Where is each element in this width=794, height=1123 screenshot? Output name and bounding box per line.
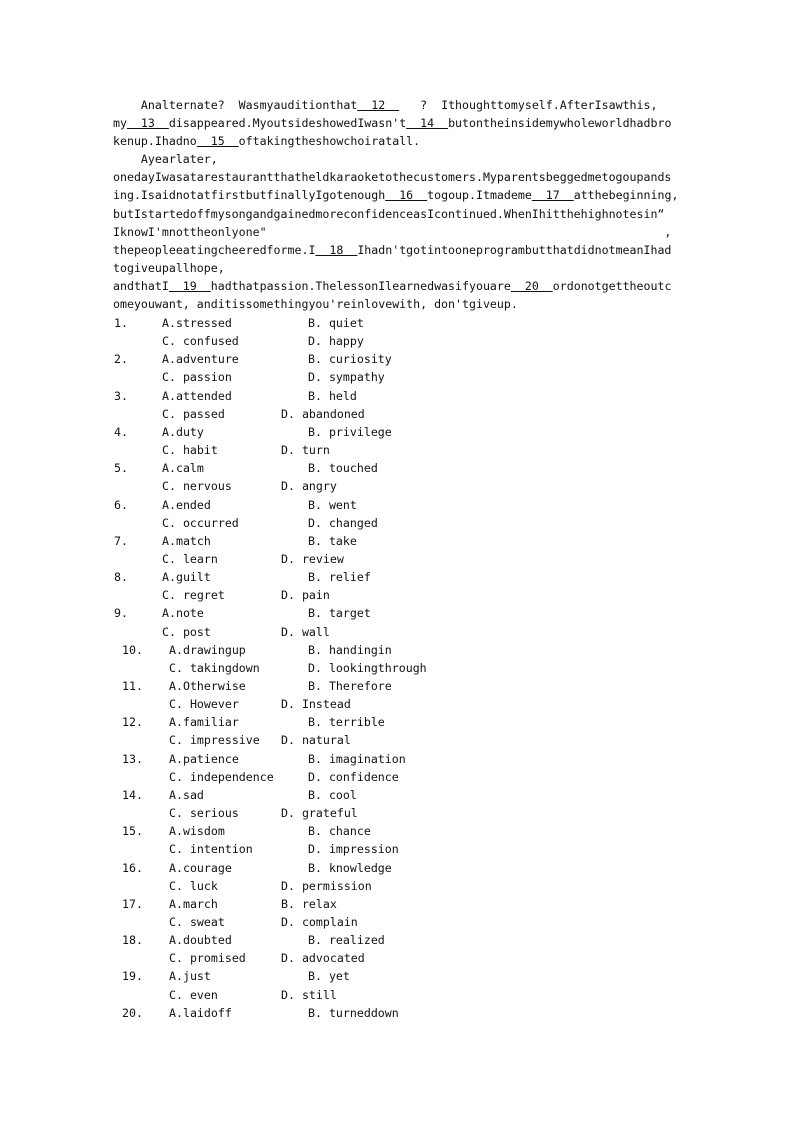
option-b: B. knowledge (308, 860, 392, 875)
option-c: C. serious (169, 806, 239, 821)
question-item (0, 604, 794, 640)
passage-line (113, 205, 678, 223)
option-d: D. happy (308, 334, 364, 349)
option-a: A.Otherwise (169, 679, 246, 693)
passage-text: butontheinsidemywholeworldhadbro (448, 116, 672, 131)
option-a: A.drawingup (169, 642, 246, 657)
option-b: B. privilege (308, 424, 392, 439)
question-number: 11. (122, 679, 143, 693)
option-a: A.laidoff (169, 1005, 232, 1020)
question-item (0, 459, 794, 495)
passage-text: omeyouwant, anditissomethingyou'reinlovewith, don'tgiveup. (113, 297, 518, 312)
option-b: B. yet (308, 969, 350, 984)
option-b: B. touched (308, 461, 378, 476)
passage-text: ? Ithoughttomyself.AfterIsawthis, (399, 98, 658, 112)
option-a: A.stressed (162, 316, 232, 330)
option-b: B. terrible (308, 715, 385, 730)
answer-blank: 18 (315, 242, 358, 257)
option-c: C. learn (162, 551, 218, 566)
option-a: A.familiar (169, 715, 239, 730)
option-a: A.ended (162, 497, 211, 512)
option-d: D. permission (281, 878, 372, 893)
option-d: D. grateful (281, 806, 358, 821)
answer-blank: 19 (168, 278, 211, 293)
option-a: A.duty (162, 424, 204, 439)
option-c: C. nervous (162, 479, 232, 494)
option-d: D. review (281, 551, 344, 566)
option-a: A.wisdom (169, 824, 225, 839)
question-item (0, 350, 794, 386)
passage-text: ing.IsaidnotatfirstbutfinallyIgotenough (113, 188, 386, 203)
passage-line (113, 223, 678, 241)
question-number: 13. (122, 751, 143, 766)
question-number: 9. (114, 606, 128, 621)
option-c: C. habit (162, 443, 218, 458)
option-b: B. Therefore (308, 679, 392, 693)
option-c: C. post (162, 624, 211, 639)
option-d: D. sympathy (308, 370, 385, 385)
option-d: D. confidence (308, 769, 399, 784)
option-d: D. pain (281, 588, 330, 603)
option-a: A.adventure (162, 352, 239, 367)
question-number: 6. (114, 497, 128, 512)
passage-line (113, 277, 678, 295)
question-number: 16. (122, 860, 143, 875)
question-item (0, 568, 794, 604)
option-b: B. relax (281, 896, 337, 911)
option-b: B. chance (308, 824, 371, 839)
question-number: 1. (114, 316, 128, 330)
answer-blank: 15 (196, 134, 239, 149)
passage-text: my (113, 116, 127, 131)
option-d: D. wall (281, 624, 330, 639)
option-d: D. impression (308, 842, 399, 857)
question-item (0, 532, 794, 568)
passage-line (113, 150, 678, 168)
passage-text: atthebeginning, (573, 188, 679, 203)
option-a: A.march (169, 896, 218, 911)
question-number: 12. (122, 715, 143, 730)
question-item (0, 387, 794, 423)
question-item (0, 713, 794, 749)
cloze-passage (113, 96, 678, 313)
passage-text: oftakingtheshowchoiratall. (238, 134, 421, 149)
option-c: C. However (169, 697, 239, 712)
answer-blank: 13 (126, 116, 169, 131)
option-b: B. cool (308, 787, 357, 802)
option-d: D. still (281, 987, 337, 1002)
question-number: 7. (114, 533, 128, 548)
option-b: B. target (308, 606, 371, 621)
question-item (0, 859, 794, 895)
option-c: C. occurred (162, 515, 239, 530)
question-number: 3. (114, 388, 128, 403)
question-item (0, 822, 794, 858)
passage-text: andthatI (113, 278, 169, 293)
passage-text: hadthatpassion.ThelessonIlearnedwasifyouare (210, 278, 511, 293)
option-b: B. curiosity (308, 352, 392, 367)
option-b: B. imagination (308, 751, 406, 766)
option-a: A.calm (162, 461, 204, 476)
question-item (0, 895, 794, 931)
question-item (0, 931, 794, 967)
option-c: C. impressive (169, 733, 260, 748)
option-c: C. even (169, 987, 218, 1002)
option-d: D. lookingthrough (308, 660, 427, 675)
passage-text: onedayIwasatarestaurantthatheldkaraoketothecustomers.Myparentsbeggedmetogoupands (113, 170, 672, 185)
passage-line (113, 96, 678, 114)
question-number: 17. (122, 896, 143, 911)
option-d: D. Instead (281, 697, 351, 712)
question-item (0, 641, 794, 677)
option-a: A.guilt (162, 570, 211, 585)
option-b: B. relief (308, 570, 371, 585)
option-a: A.attended (162, 388, 232, 403)
passage-text: IknowI'mnottheonlyone" , (113, 224, 672, 239)
option-a: A.sad (169, 787, 204, 802)
option-c: C. passion (162, 370, 232, 385)
answer-blank: 12 (357, 98, 400, 112)
question-number: 15. (122, 824, 143, 839)
passage-text: Ihadn'tgotintooneprogrambutthatdidnotmeanIhad (357, 242, 672, 257)
option-d: D. angry (281, 479, 337, 494)
option-c: C. takingdown (169, 660, 260, 675)
option-a: A.patience (169, 751, 239, 766)
question-item (0, 786, 794, 822)
question-number: 10. (122, 642, 143, 657)
question-item (0, 750, 794, 786)
question-number: 5. (114, 461, 128, 476)
option-a: A.match (162, 533, 211, 548)
passage-line (113, 132, 678, 150)
option-d: D. advocated (281, 951, 365, 966)
option-b: B. turneddown (308, 1005, 399, 1020)
passage-text: thepeopleeatingcheeredforme.I (113, 242, 316, 257)
option-b: B. handingin (308, 642, 392, 657)
passage-line (113, 168, 678, 186)
question-number: 4. (114, 424, 128, 439)
question-item (0, 677, 794, 713)
question-number: 20. (122, 1005, 143, 1020)
option-a: A.note (162, 606, 204, 621)
option-b: B. went (308, 497, 357, 512)
option-b: B. quiet (308, 316, 364, 330)
passage-text: ordonotgettheoutc (552, 278, 672, 293)
passage-text: Ayearlater, (113, 152, 218, 167)
option-c: C. confused (162, 334, 239, 349)
question-number: 19. (122, 969, 143, 984)
question-number: 18. (122, 933, 143, 948)
option-b: B. realized (308, 933, 385, 948)
option-d: D. changed (308, 515, 378, 530)
passage-line (113, 241, 678, 259)
question-number: 14. (122, 787, 143, 802)
question-item (0, 314, 794, 350)
question-item (0, 1004, 794, 1040)
passage-line (113, 186, 678, 204)
passage-text: togiveupallhope, (113, 260, 225, 275)
question-number: 8. (114, 570, 128, 585)
question-item (0, 496, 794, 532)
passage-text: kenup.Ihadno (113, 134, 197, 149)
question-item (0, 967, 794, 1003)
question-number: 2. (114, 352, 128, 367)
option-d: D. natural (281, 733, 351, 748)
option-a: A.courage (169, 860, 232, 875)
passage-text: butIstartedoffmysongandgainedmoreconfidenceasIcontinued.WhenIhitthehighnotesin“ (113, 206, 665, 221)
option-d: D. complain (281, 914, 358, 929)
option-d: D. abandoned (281, 406, 365, 421)
answer-blank: 16 (385, 188, 428, 203)
option-c: C. passed (162, 406, 225, 421)
option-c: C. promised (169, 951, 246, 966)
option-b: B. held (308, 388, 357, 403)
option-c: C. luck (169, 878, 218, 893)
option-d: D. turn (281, 443, 330, 458)
option-a: A.just (169, 969, 211, 984)
passage-text: Analternate? Wasmyauditionthat (113, 98, 358, 112)
passage-line (113, 259, 678, 277)
option-c: C. sweat (169, 914, 225, 929)
passage-text: disappeared.MyoutsideshowedIwasn't (168, 116, 407, 131)
answer-blank: 20 (510, 278, 553, 293)
option-c: C. intention (169, 842, 253, 857)
passage-line (113, 295, 678, 313)
passage-text: togoup.Itmademe (427, 188, 532, 203)
option-b: B. take (308, 533, 357, 548)
answer-blank: 14 (406, 116, 449, 131)
answer-blank: 17 (531, 188, 574, 203)
question-item (0, 423, 794, 459)
option-c: C. regret (162, 588, 225, 603)
option-c: C. independence (169, 769, 274, 784)
passage-line (113, 114, 678, 132)
option-a: A.doubted (169, 933, 232, 948)
